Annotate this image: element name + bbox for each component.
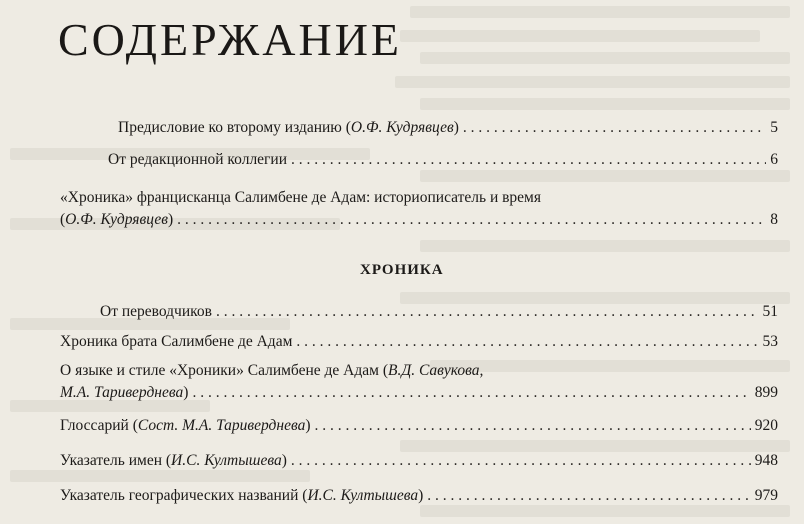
toc-entry-translators[interactable] <box>100 302 778 322</box>
toc-entry-glossary[interactable] <box>60 416 778 436</box>
dot-leader <box>216 302 759 322</box>
page-title: СОДЕРЖАНИЕ <box>58 14 403 65</box>
toc-entry-title-line2: (О.Ф. Кудрявцев) <box>60 211 174 228</box>
toc-entry-title-line1[interactable]: «Хроника» францисканца Салимбене де Адам: историописатель и время <box>60 189 541 206</box>
dot-leader <box>291 150 766 170</box>
toc-entry-page: 920 <box>754 417 778 434</box>
toc-entry-page: 8 <box>770 211 778 228</box>
toc-entry-chronicle[interactable] <box>60 332 778 352</box>
toc-entry-title: Указатель имен (И.С. Култышева) <box>60 452 287 469</box>
dot-leader <box>463 118 766 138</box>
toc-entry-page: 53 <box>762 333 778 350</box>
toc-entry-title: От переводчиков <box>100 303 212 320</box>
toc-entry-title: Глоссарий (Сост. М.А. Тариверднева) <box>60 417 311 434</box>
toc-entry-salimbene-historiographer[interactable] <box>60 210 778 230</box>
toc-entry-page: 979 <box>754 487 778 504</box>
toc-entry-page: 5 <box>770 119 778 136</box>
toc-entry-language-style[interactable] <box>60 383 778 403</box>
toc-entry-title: Хроника брата Салимбене де Адам <box>60 333 293 350</box>
toc-entry-page: 948 <box>754 452 778 469</box>
toc-entry-title: От редакционной коллегии <box>108 151 287 168</box>
toc-entry-page: 6 <box>770 151 778 168</box>
dot-leader <box>427 486 750 506</box>
toc-entry-page: 51 <box>762 303 778 320</box>
dot-leader <box>192 383 750 403</box>
toc-entry-editorial-board[interactable] <box>108 150 778 170</box>
dot-leader <box>315 416 751 436</box>
toc-entry-geographic-index[interactable] <box>60 486 778 506</box>
toc-entry-page: 899 <box>754 384 778 401</box>
toc-entry-preface-2nd-edition[interactable] <box>118 118 778 138</box>
toc-entry-title-line2: М.А. Тариверднева) <box>60 384 189 401</box>
toc-entry-name-index[interactable] <box>60 451 778 471</box>
toc-entry-title: Указатель географических названий (И.С. Култышева) <box>60 487 424 504</box>
dot-leader <box>296 332 758 352</box>
dot-leader <box>177 210 766 230</box>
dot-leader <box>291 451 751 471</box>
toc-entry-title-line1[interactable]: О языке и стиле «Хроники» Салимбене де Адам (В.Д. Савукова, <box>60 362 484 379</box>
toc-entry-title: Предисловие ко второму изданию (О.Ф. Кудрявцев) <box>118 119 459 136</box>
section-heading: ХРОНИКА <box>360 262 444 278</box>
